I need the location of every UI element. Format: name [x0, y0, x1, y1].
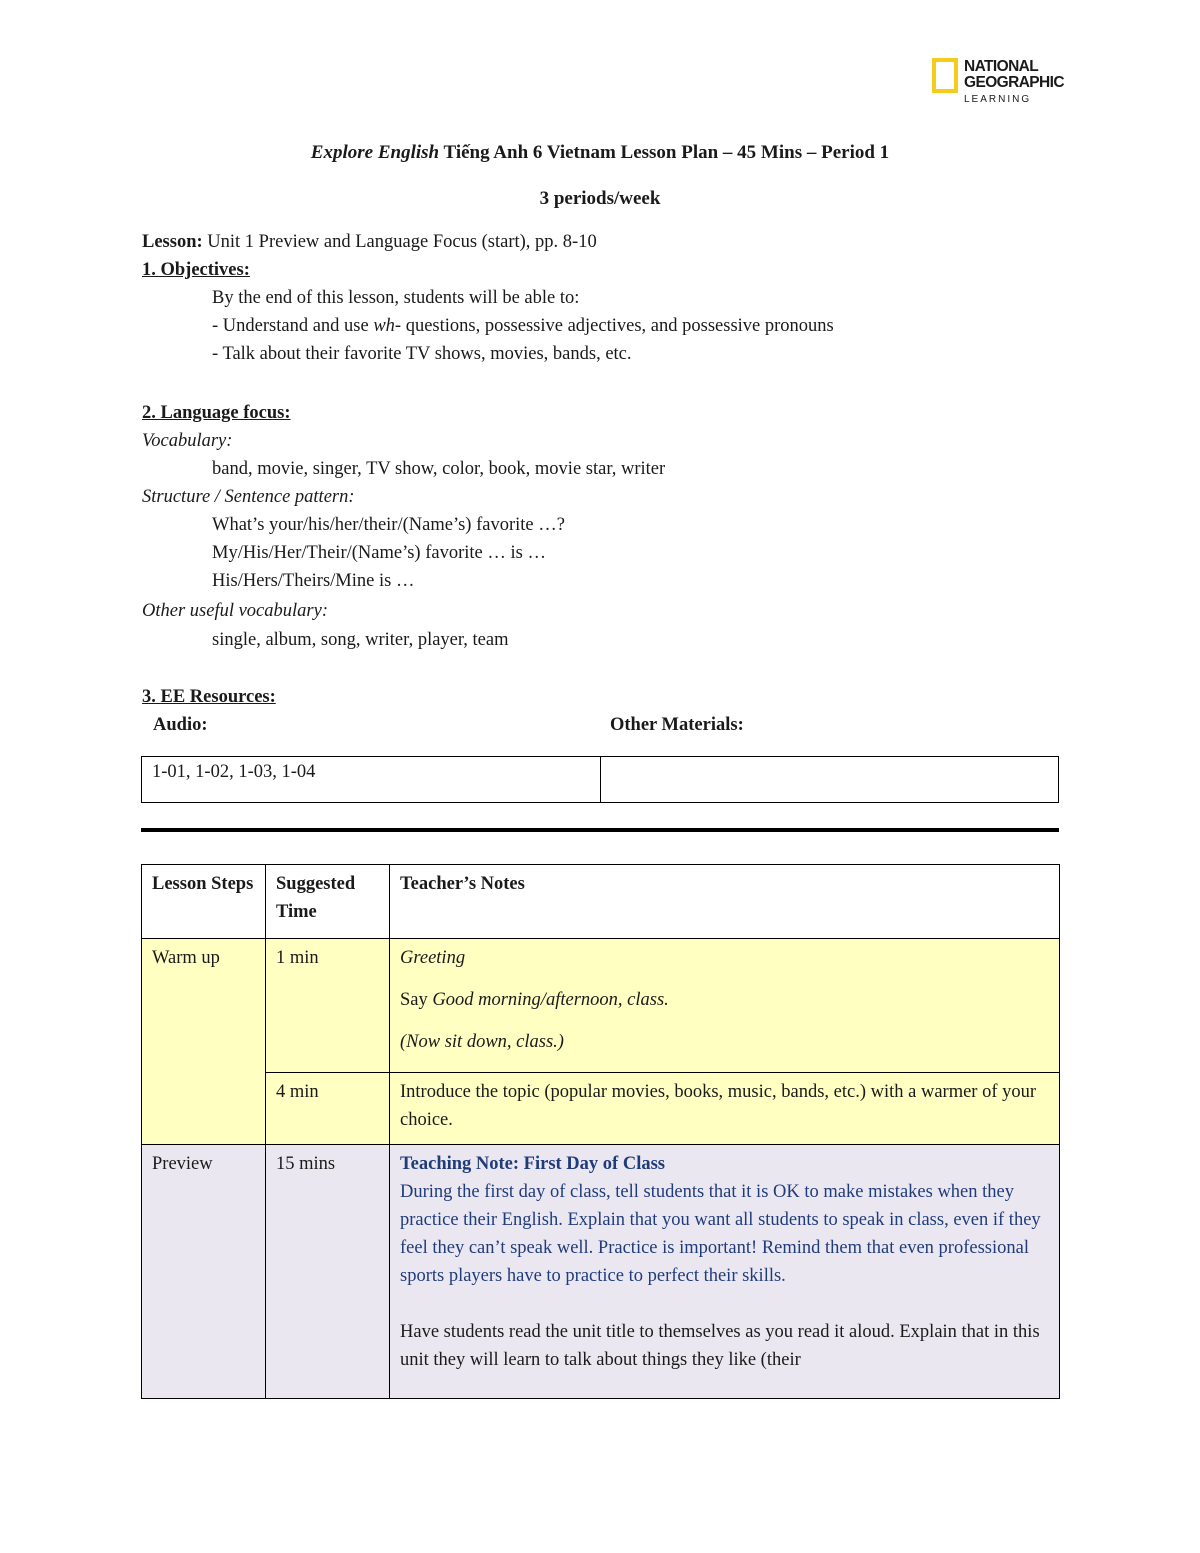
other-materials-label: Other Materials:: [610, 715, 744, 735]
teaching-note-title: Teaching Note: First Day of Class: [400, 1154, 665, 1174]
objectives-heading: 1. Objectives:: [142, 260, 250, 280]
table-header-row: [142, 865, 1060, 939]
objective-item-1: - Understand and use wh- questions, possessive adjectives, and possessive pronouns: [212, 316, 834, 336]
lesson-line: Lesson: Unit 1 Preview and Language Focus (start), pp. 8-10: [142, 232, 597, 252]
time-cell: 4 min: [266, 1073, 390, 1145]
page-subtitle: 3 periods/week: [539, 188, 661, 209]
preview-paragraph: Have students read the unit title to themselves as you read it aloud. Explain that in this unit they will learn to talk about things they like (their: [400, 1322, 1040, 1370]
national-geographic-logo: [932, 58, 1062, 108]
structure-1: What’s your/his/her/their/(Name’s) favorite …?: [212, 515, 565, 535]
time-cell: 15 mins: [266, 1145, 390, 1399]
yellow-border-icon: [932, 58, 958, 93]
say-line: Say Good morning/afternoon, class.: [400, 990, 669, 1010]
greeting-label: Greeting: [400, 948, 466, 968]
resources-table: [141, 756, 1059, 803]
other-materials-cell: [600, 757, 1059, 802]
table-row: [142, 1145, 1060, 1399]
header-lesson-steps: Lesson Steps: [142, 865, 266, 939]
vocabulary-label: Vocabulary:: [142, 431, 233, 451]
other-vocab-label: Other useful vocabulary:: [142, 601, 328, 621]
page-title: Explore English Tiếng Anh 6 Vietnam Lesson Plan – 45 Mins – Period 1: [310, 142, 890, 163]
teaching-note-body: During the first day of class, tell students that it is OK to make mistakes when they practice their English. Explain that you want all students to speak in class, even if they feel they can’t speak well. Practice is important! Remind them that even professional sports players have to practice to perfect their skills.: [400, 1182, 1041, 1286]
table-row: [142, 939, 1060, 1073]
step-warm-up: Warm up: [142, 939, 266, 1145]
structure-2: My/His/Her/Their/(Name’s) favorite … is …: [212, 543, 546, 563]
audio-cell: 1-01, 1-02, 1-03, 1-04: [152, 762, 316, 782]
logo-subtext: LEARNING: [964, 94, 1032, 105]
language-focus-heading: 2. Language focus:: [142, 403, 291, 423]
vocabulary-list: band, movie, singer, TV show, color, book, movie star, writer: [212, 459, 666, 479]
objective-item-2: - Talk about their favorite TV shows, movies, bands, etc.: [212, 344, 632, 364]
section-divider: [141, 828, 1059, 832]
notes-cell: Introduce the topic (popular movies, books, music, bands, etc.) with a warmer of your choice.: [390, 1073, 1060, 1145]
time-cell: 1 min: [266, 939, 390, 1073]
header-teachers-notes: Teacher’s Notes: [390, 865, 1060, 939]
structure-label: Structure / Sentence pattern:: [142, 487, 355, 507]
header-suggested-time: Suggested Time: [266, 865, 390, 939]
table-row: [142, 1073, 1060, 1145]
step-preview: Preview: [142, 1145, 266, 1399]
audio-label: Audio:: [153, 715, 208, 735]
objectives-intro: By the end of this lesson, students will be able to:: [212, 288, 580, 308]
notes-cell: [390, 939, 1060, 1073]
other-vocab-list: single, album, song, writer, player, team: [212, 630, 509, 650]
sit-down-line: (Now sit down, class.): [400, 1032, 564, 1052]
lesson-plan-table: [141, 864, 1060, 1399]
resources-heading: 3. EE Resources:: [142, 687, 276, 707]
logo-text: NATIONAL GEOGRAPHIC: [964, 58, 1064, 91]
structure-3: His/Hers/Theirs/Mine is …: [212, 571, 415, 591]
notes-cell: [390, 1145, 1060, 1399]
